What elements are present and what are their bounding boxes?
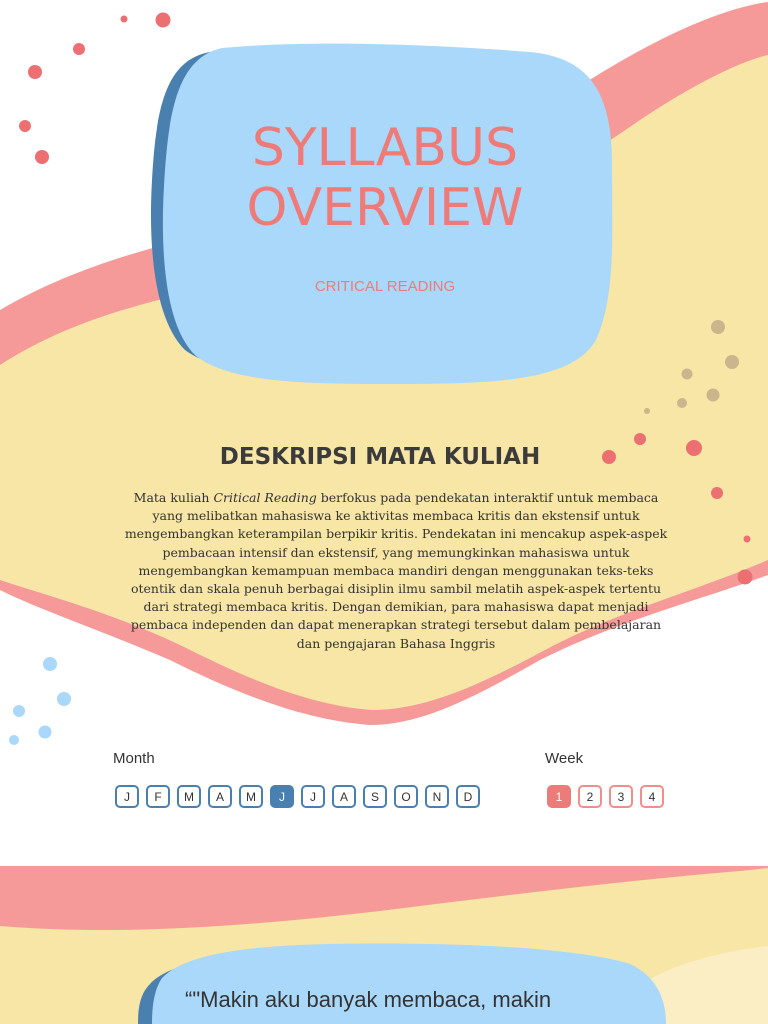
description-heading: DESKRIPSI MATA KULIAH [219, 444, 541, 470]
month-chip[interactable]: J [301, 785, 325, 808]
month-chip[interactable]: M [177, 785, 201, 808]
month-chip[interactable]: N [425, 785, 449, 808]
month-chip[interactable]: A [208, 785, 232, 808]
week-label: Week [545, 750, 584, 767]
description-body: berfokus pada pendekatan interaktif untuk membaca yang melibatkan mahasiswa ke aktivitas membaca kritis dan ekstensif untuk mengembangkan keterampilan berpikir kritis. Pendekatan ini mencakup aspek-aspek pembacaan intensif dan ekstensif, yang memungkinkan mahasiswa untuk mengembangkan kemampuan membaca mandiri dengan menggunakan teks-teks otentik dan skala penuh berbagai disiplin ilmu sambil melatih aspek-aspek tertentu dari strategi membaca kritis. Dengan demikian, para mahasiswa dapat menjadi pembaca independen dan dapat menerapkan strategi tersebut dalam pembelajaran dan pengajaran Bahasa Inggris [124, 490, 668, 651]
quote-text: “"Makin aku banyak membaca, makin [185, 987, 552, 1012]
title-line-1: SYLLABUS [251, 118, 519, 178]
description-intro: Mata kuliah [133, 490, 214, 505]
month-chip[interactable]: J [115, 785, 139, 808]
blue-dots-bottom-left [9, 657, 71, 745]
month-chip[interactable]: D [456, 785, 480, 808]
course-subtitle: CRITICAL READING [314, 278, 456, 295]
month-chip[interactable]: O [394, 785, 418, 808]
month-selector [115, 785, 480, 808]
week-chip[interactable]: 3 [609, 785, 633, 808]
month-chip[interactable]: S [363, 785, 387, 808]
page-gap [0, 840, 768, 866]
week-chip[interactable]: 1 [547, 785, 571, 808]
month-chip[interactable]: F [146, 785, 170, 808]
month-chip[interactable]: M [239, 785, 263, 808]
quote-page [0, 866, 768, 1024]
course-name-italic: Critical Reading [213, 490, 317, 505]
pink-dots-top-left [19, 13, 171, 165]
month-label: Month [113, 750, 155, 767]
week-selector [547, 785, 664, 808]
month-chip[interactable]: A [332, 785, 356, 808]
title-line-2: OVERVIEW [246, 178, 524, 238]
course-description [118, 489, 674, 653]
week-chip[interactable]: 2 [578, 785, 602, 808]
week-chip[interactable]: 4 [640, 785, 664, 808]
page-title [200, 118, 570, 238]
month-chip[interactable]: J [270, 785, 294, 808]
